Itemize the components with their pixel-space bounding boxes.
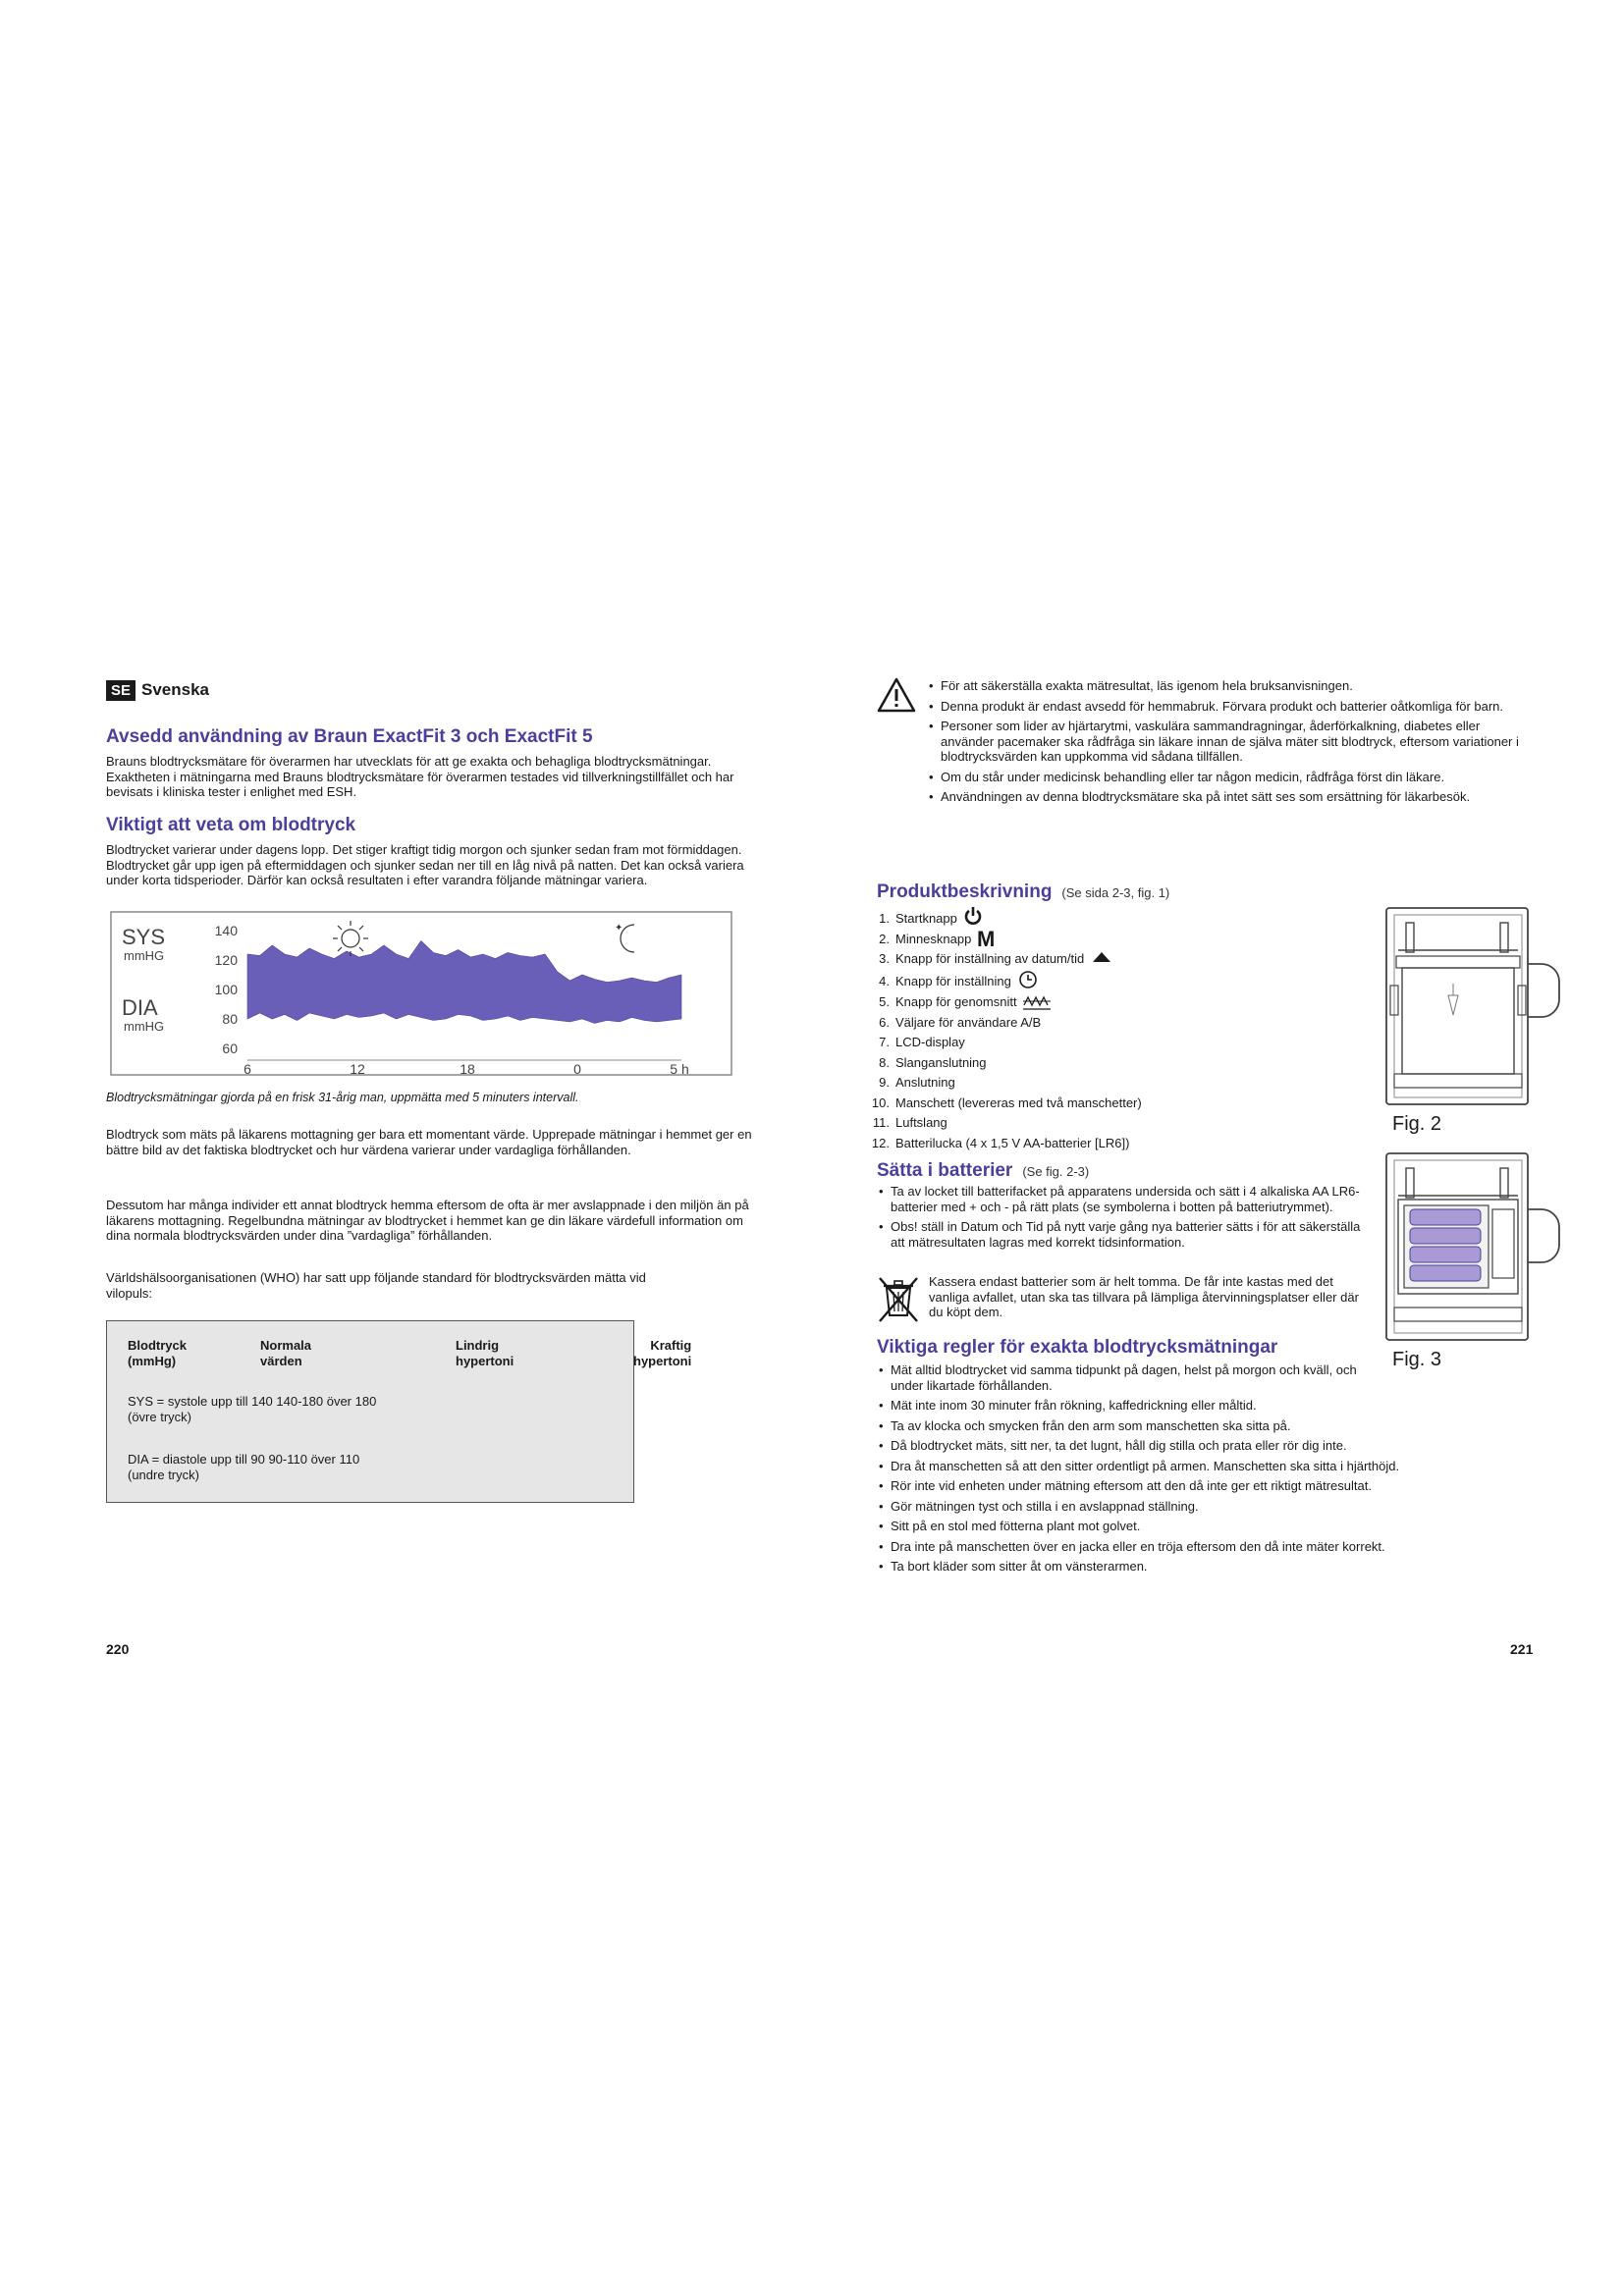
fig2-label: Fig. 2 <box>1392 1113 1442 1135</box>
table-row-diastole: DIA = diastole upp till 90 90-110 över 110 (undre tryck) <box>128 1452 360 1482</box>
fig3-label: Fig. 3 <box>1392 1349 1442 1370</box>
blood-pressure-chart <box>110 911 732 1076</box>
intended-use-text: Brauns blodtrycksmätare för överarmen har utvecklats för att ge exakta och behagliga blodtrycksmätningar. Exaktheten i mätningarna med Brauns blodtrycksmätare för överarmen testades vid tillverkningstillfället och har bevisats i kliniska tester i enlighet med ESH. <box>106 754 734 799</box>
page-number-right: 221 <box>1510 1641 1534 1657</box>
product-part-item: 2. Minnesknapp M <box>879 926 996 951</box>
fig3-device-illustration <box>1384 1150 1561 1343</box>
product-part-item: 7. LCD-display <box>879 1035 965 1049</box>
rule-item: • Ta av klocka och smycken från den arm som manschetten ska sitta på. <box>879 1418 1527 1434</box>
fig2-device-illustration <box>1384 905 1561 1107</box>
language-name: Svenska <box>141 680 210 699</box>
product-part-item: 9. Anslutning <box>879 1075 955 1090</box>
rule-item: • Rör inte vid enheten under mätning eftersom att den då inte ger ett riktigt mätresultat. <box>879 1478 1527 1494</box>
y-tick-label: 120 <box>214 952 238 968</box>
measurement-rules-list <box>879 1362 1527 1579</box>
product-part-item: 1. Startknapp <box>864 906 1257 930</box>
x-tick-label: 6 <box>244 1061 251 1076</box>
x-tick-label: 5 h <box>670 1061 689 1076</box>
product-part-item: 10. Manschett (levereras med två manschetter) <box>871 1095 1142 1110</box>
batteries-item: • Obs! ställ in Datum och Tid på nytt varje gång nya batterier sätts i för att säkerställa att mätresultaten lagras med korrekt tidsinformation. <box>879 1219 1365 1250</box>
batteries-ref: (Se fig. 2-3) <box>1022 1164 1090 1179</box>
rule-item: • Sitt på en stol med fötterna plant mot golvet. <box>879 1519 1527 1534</box>
x-tick-label: 18 <box>460 1061 475 1076</box>
triangle-up-icon <box>1092 951 1111 963</box>
blood-pressure-facts-title: Viktigt att veta om blodtryck <box>106 815 356 835</box>
product-description-ref: (Se sida 2-3, fig. 1) <box>1061 885 1170 900</box>
batteries-item: • Ta av locket till batterifacket på apparatens undersida och sätt i 4 alkaliska AA LR6-batterier med + och - på rätt plats (se symbolerna i botten på batteriutrymmet). <box>879 1184 1365 1214</box>
warning-item: • För att säkerställa exakta mätresultat, läs igenom hela bruksanvisningen. <box>929 678 1530 694</box>
product-description-title <box>877 881 1169 903</box>
page-number-left: 220 <box>106 1641 130 1657</box>
product-part-item: 8. Slanganslutning <box>879 1054 987 1070</box>
product-parts-list <box>864 906 1257 1153</box>
language-header <box>106 680 209 701</box>
intended-use-title: Avsedd användning av Braun ExactFit 3 och ExactFit 5 <box>106 726 593 747</box>
paragraph-who-standard: Världshälsoorganisationen (WHO) har satt upp följande standard för blodtrycksvärden mätta vid vilopuls: <box>106 1270 646 1301</box>
rule-item: • Ta bort kläder som sitter åt om vänsterarmen. <box>879 1559 1527 1575</box>
chart-caption: Blodtrycksmätningar gjorda på en frisk 31-årig man, uppmätta med 5 minuters intervall. <box>106 1091 579 1104</box>
table-header-mild: Lindrig hypertoni <box>456 1338 514 1368</box>
paragraph-home-measurement: Dessutom har många individer ett annat blodtryck hemma eftersom de ofta är mer avslappnade i den miljön än på läkarens mottagning. Regelbundna mätningar av blodtrycket i hemmet kan ge din läkare värdefull information om dina normala blodtrycksvärden under dina ”vardagliga” förhållanden. <box>106 1198 749 1243</box>
blood-pressure-facts-text: Blodtrycket varierar under dagens lopp. Det stiger kraftigt tidig morgon och sjunker sedan fram mot förmiddagen. Blodtrycket går upp igen på eftermiddagen och sjunker sedan ner till en låg nivå på natten. Det kan också variera under korta tidsperioder. Därför kan också resultaten i efter varandra följande mätningar variera. <box>106 842 744 887</box>
y-tick-label: 80 <box>222 1011 238 1027</box>
product-part-item: 3. Knapp för inställning av datum/tid <box>864 949 1257 970</box>
crossed-bin-icon <box>877 1276 920 1323</box>
memory-m-icon: M <box>976 926 996 951</box>
rule-item: • Då blodtrycket mäts, sitt ner, ta det lugnt, håll dig stilla och prata eller rör dig inte. <box>879 1438 1527 1454</box>
warning-triangle-icon <box>877 677 916 713</box>
language-code-badge: SE <box>106 680 135 701</box>
rule-item: • Dra åt manschetten så att den sitter ordentligt på armen. Manschetten ska sitta i hjärthöjd. <box>879 1459 1527 1474</box>
warning-item: • Personer som lider av hjärtarytmi, vaskulära sammandragningar, åderförkalkning, diabetes eller använder pacemaker ska rådfråga sin läkare innan de själva mäter sitt blodtryck, eftersom variationer i blodtrycksvärden kan uppkomma vid sådana tillfällen. <box>929 719 1530 765</box>
table-header-normal-text: Normala värden <box>260 1338 312 1368</box>
product-part-item: 12. Batterilucka (4 x 1,5 V AA-batterier [LR6]) <box>871 1135 1130 1150</box>
warnings-list <box>929 678 1530 810</box>
batteries-title-text: Sätta i batterier <box>877 1160 1013 1181</box>
product-part-item: 11. Luftslang <box>872 1115 947 1130</box>
rule-item: • Mät alltid blodtrycket vid samma tidpunkt på dagen, helst på morgon och kväll, och under likartade förhållanden. <box>879 1362 1362 1393</box>
svg-text:✦: ✦ <box>615 923 623 934</box>
x-tick-label: 12 <box>350 1061 365 1076</box>
table-header-severe: Kraftig hypertoni <box>633 1338 692 1368</box>
warning-item: • Användningen av denna blodtrycksmätare ska på intet sätt ses som ersättning för läkarbesök. <box>929 789 1530 805</box>
average-wave-icon <box>1022 991 1052 1011</box>
product-description-title-text: Produktbeskrivning <box>877 881 1053 902</box>
paragraph-doctor-measurement: Blodtryck som mäts på läkarens mottagning ger bara ett momentant värde. Upprepade mätningar i hemmet ger en bättre bild av det faktiska blodtrycket och hur värdena varierar under vardagliga förhållanden. <box>106 1127 752 1157</box>
power-icon <box>963 906 983 926</box>
clock-icon <box>1018 970 1038 989</box>
table-header-blood-pressure: Blodtryck (mmHg) <box>128 1338 187 1368</box>
batteries-disposal-text: Kassera endast batterier som är helt tomma. De får inte kastas med det vanliga avfallet, utan ska tas tillvara på lämpliga återvinningsplatser eller där du köpt dem. <box>929 1274 1359 1319</box>
legend-dia-unit: mmHG <box>124 1019 165 1034</box>
warning-item: • Om du står under medicinsk behandling eller tar någon medicin, rådfråga först din läkare. <box>929 770 1530 785</box>
product-part-item: 4. Knapp för inställning <box>864 970 1257 992</box>
rule-item: • Dra inte på manschetten över en jacka eller en tröja eftersom den då inte mäter korrekt. <box>879 1539 1527 1555</box>
y-tick-label: 140 <box>214 923 238 938</box>
table-header-normal <box>260 1338 311 1369</box>
measurement-rules-title: Viktiga regler för exakta blodtrycksmätningar <box>877 1337 1278 1358</box>
y-tick-label: 100 <box>214 982 238 997</box>
batteries-list <box>879 1184 1365 1255</box>
legend-sys-unit: mmHG <box>124 948 165 963</box>
legend-dia-label: DIA <box>122 995 158 1020</box>
product-part-item: 6. Väljare för användare A/B <box>879 1014 1042 1030</box>
rule-item: • Gör mätningen tyst och stilla i en avslappnad ställning. <box>879 1499 1527 1515</box>
table-row-systole: SYS = systole upp till 140 140-180 över 180 (övre tryck) <box>128 1394 377 1424</box>
rule-item: • Mät inte inom 30 minuter från rökning, kaffedrickning eller måltid. <box>879 1398 1527 1414</box>
x-tick-label: 0 <box>573 1061 581 1076</box>
warning-item: • Denna produkt är endast avsedd för hemmabruk. Förvara produkt och batterier oåtkomliga för barn. <box>929 699 1530 715</box>
legend-sys-label: SYS <box>122 925 166 949</box>
batteries-title <box>877 1160 1089 1182</box>
y-tick-label: 60 <box>222 1041 238 1056</box>
product-part-item: 5. Knapp för genomsnitt <box>864 991 1257 1013</box>
